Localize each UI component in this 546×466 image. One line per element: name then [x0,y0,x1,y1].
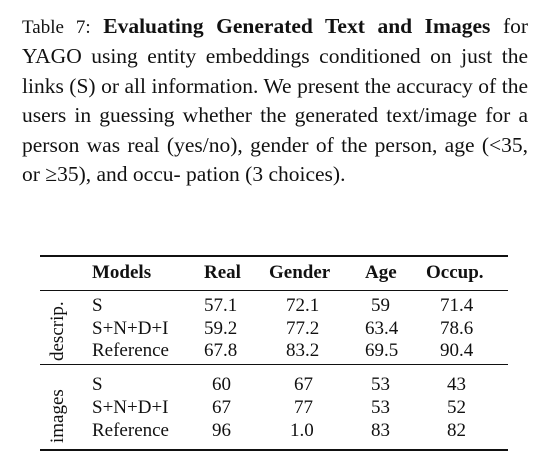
cell-occup: 71.4 [440,295,474,316]
cell-age: 53 [371,374,390,395]
header-models: Models [92,262,152,283]
cell-gender: 77.2 [286,318,320,339]
cell-real: 67 [212,397,231,418]
table-caption [22,12,528,189]
cell-age: 69.5 [365,340,399,361]
row-model: S [92,295,103,316]
caption-label: Table 7: [22,17,91,38]
cell-gender: 1.0 [290,420,314,441]
table-top-rule [40,255,508,257]
group-label-descrip: descrip. [47,301,68,361]
caption-line: generated text/image for a person was real (yes/no), [22,103,529,157]
cell-age: 83 [371,420,390,441]
group-separator-rule [40,364,508,365]
table-bottom-rule [40,449,508,451]
header-gender: Gender [269,262,331,283]
row-model: Reference [92,340,169,361]
cell-real: 59.2 [204,318,238,339]
cell-occup: 82 [447,420,466,441]
cell-gender: 67 [294,374,313,395]
group-label-images: images [47,389,68,443]
cell-real: 96 [212,420,231,441]
header-occup: Occup. [426,262,484,283]
cell-age: 59 [371,295,390,316]
cell-real: 60 [212,374,231,395]
cell-occup: 78.6 [440,318,474,339]
row-model: S [92,374,103,395]
caption-line: for YAGO using entity embeddings conditioned on [22,14,529,69]
cell-gender: 77 [294,397,313,418]
cell-real: 57.1 [204,295,238,316]
row-model: S+N+D+I [92,318,169,339]
caption-line: pation (3 choices). [186,162,346,187]
cell-gender: 83.2 [286,340,320,361]
caption-line: the accuracy of the users in guessing whether the [22,73,528,128]
header-real: Real [204,262,241,283]
row-model: Reference [92,420,169,441]
row-model: S+N+D+I [92,397,169,418]
cell-age: 53 [371,397,390,418]
caption-line: just the links (S) or all information. We present [22,44,528,98]
cell-real: 67.8 [204,340,238,361]
caption-title: Evaluating Generated Text and Images [103,14,491,38]
cell-occup: 90.4 [440,340,474,361]
cell-occup: 52 [447,397,466,418]
cell-age: 63.4 [365,318,399,339]
cell-occup: 43 [447,374,466,395]
header-age: Age [365,262,397,283]
caption-line: gender of the person, age (<35, or ≥35), and occu- [22,132,528,187]
cell-gender: 72.1 [286,295,320,316]
header-rule [40,290,508,291]
